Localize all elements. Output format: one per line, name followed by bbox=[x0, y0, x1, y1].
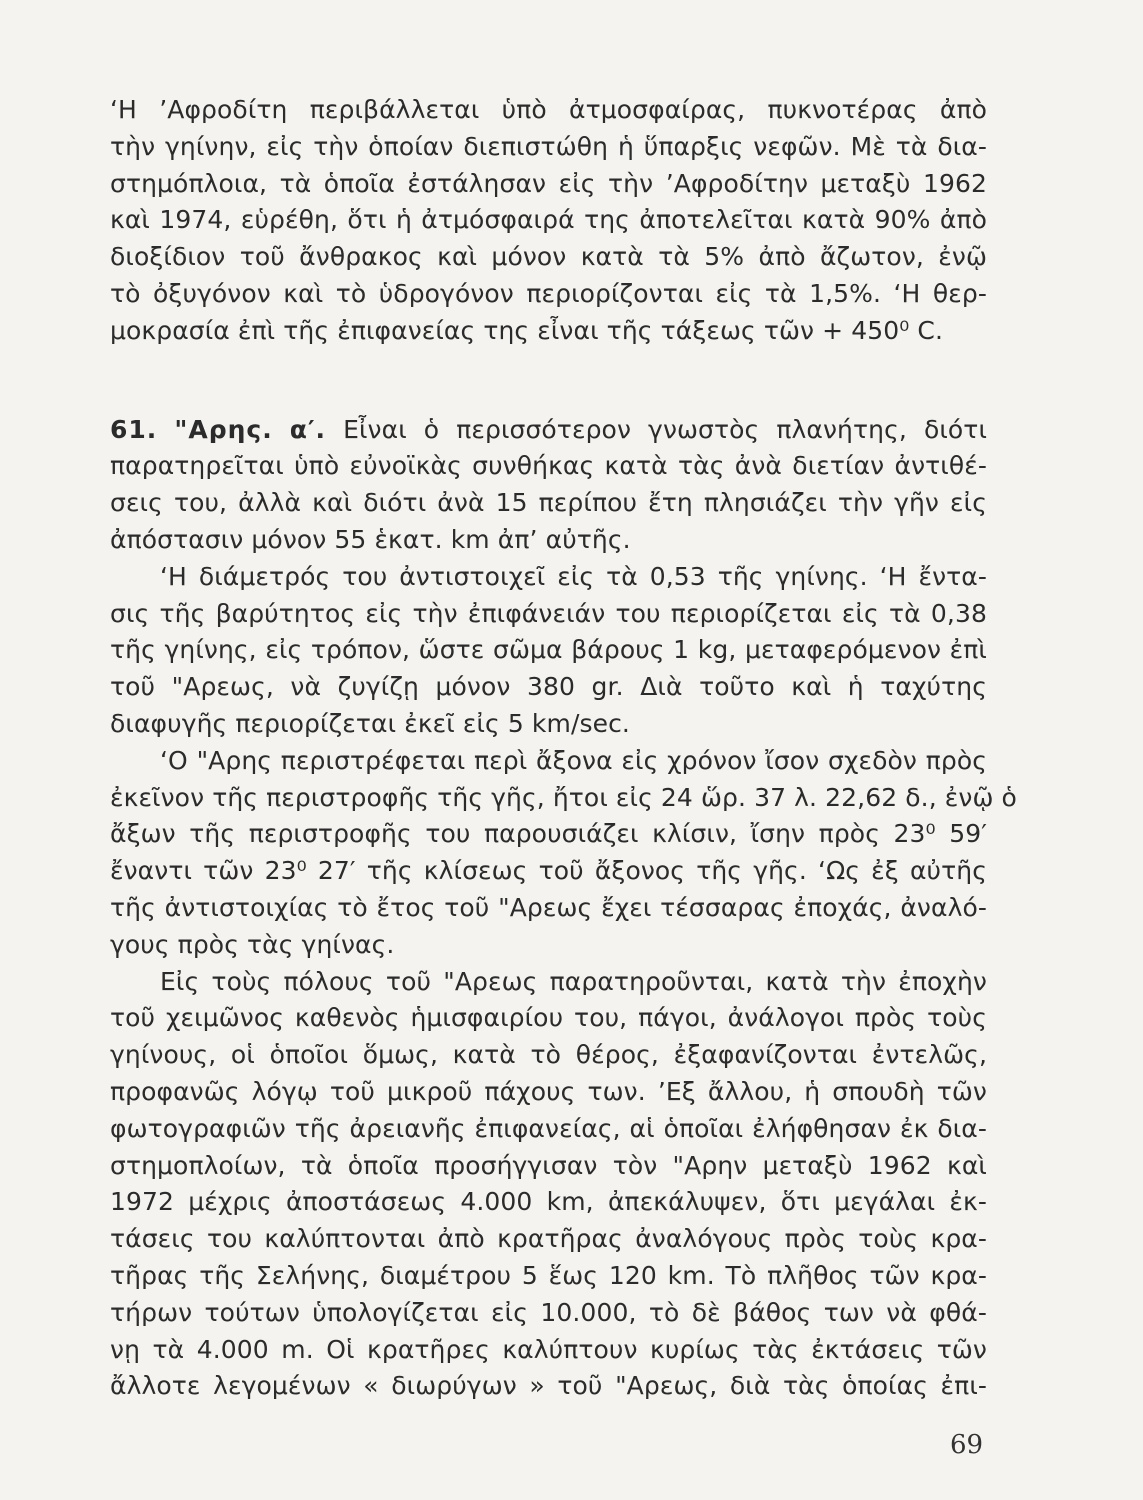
text-line: ‘Ο "Αρης περιστρέφεται περὶ ἄξονα εἰς χρόνον ἴσον σχεδὸν πρὸς bbox=[160, 745, 987, 775]
text-line: Εἰς τοὺς πόλους τοῦ "Αρεως παρατηροῦνται, κατὰ τὴν ἐποχὴν bbox=[160, 966, 987, 996]
text-line: στημόπλοια, τὰ ὁποῖα ἐστάλησαν εἰς τὴν ’Αφροδίτην μεταξὺ 1962 bbox=[110, 168, 987, 198]
text-line: σεις του, ἀλλὰ καὶ διότι ἀνὰ 15 περίπου ἔτη πλησιάζει τὴν γῆν εἰς bbox=[110, 488, 987, 518]
text-line: ἄλλοτε λεγομένων « διωρύγων » τοῦ "Αρεως, διὰ τὰς ὁποίας ἐπι- bbox=[110, 1371, 987, 1401]
page-number: 69 bbox=[950, 1430, 984, 1460]
section-gap bbox=[110, 350, 987, 412]
section-title: "Αρης. bbox=[174, 414, 273, 444]
heading-line-text: Εἶναι ὁ περισσότερον γνωστὸς πλανήτης, διότι bbox=[343, 414, 988, 444]
text-line: γους πρὸς τὰς γηίνας. bbox=[110, 929, 395, 959]
section-part: α′. bbox=[289, 414, 327, 444]
text-line: ‘Η διάμετρός του ἀντιστοιχεῖ εἰς τὰ 0,53 τῆς γηίνης. ‘Η ἔντα- bbox=[160, 561, 987, 591]
text-line: τοῦ χειμῶνος καθενὸς ἡμισφαιρίου του, πάγοι, ἀνάλογοι πρὸς τοὺς bbox=[110, 1003, 987, 1033]
text-line: τοῦ "Αρεως, νὰ ζυγίζῃ μόνον 380 gr. Διὰ τοῦτο καὶ ἡ ταχύτης bbox=[110, 672, 987, 702]
text-line: ‘Η ’Αφροδίτη περιβάλλεται ὑπὸ ἀτμοσφαίρας, πυκνοτέρας ἀπὸ bbox=[110, 95, 987, 124]
text-line: διαφυγῆς περιορίζεται ἐκεῖ εἰς 5 km/sec. bbox=[110, 708, 630, 738]
text-line: ἀπόστασιν μόνον 55 ἑκατ. km ἀπ’ αὐτῆς. bbox=[110, 524, 631, 554]
text-line: στημοπλοίων, τὰ ὁποῖα προσήγγισαν τὸν "Αρην μεταξὺ 1962 καὶ bbox=[110, 1150, 987, 1180]
text-line: τὸ ὀξυγόνον καὶ τὸ ὑδρογόνον περιορίζονται εἰς τὰ 1,5%. ‘Η θερ- bbox=[110, 278, 987, 308]
text-line: μοκρασία ἐπὶ τῆς ἐπιφανείας της εἶναι τῆς τάξεως τῶν + 450⁰ C. bbox=[110, 315, 944, 345]
section-number: 61. bbox=[110, 414, 158, 444]
text-line: τὴν γηίνην, εἰς τὴν ὁποίαν διεπιστώθη ἡ ὕπαρξις νεφῶν. Μὲ τὰ δια- bbox=[110, 131, 987, 161]
paragraph-mars-diameter bbox=[110, 559, 987, 743]
text-line: νῃ τὰ 4.000 m. Οἱ κρατῆρες καλύπτουν κυρίως τὰς ἐκτάσεις τῶν bbox=[110, 1334, 987, 1364]
text-line: 1972 μέχρις ἀποστάσεως 4.000 km, ἀπεκάλυψεν, ὅτι μεγάλαι ἐκ- bbox=[110, 1187, 987, 1217]
text-line: ἐκεῖνον τῆς περιστροφῆς τῆς γῆς, ἤτοι εἰς 24 ὥρ. 37 λ. 22,62 δ., ἐνῷ ὁ bbox=[110, 782, 1017, 812]
text-line: τῆς γηίνης, εἰς τρόπον, ὥστε σῶμα βάρους 1 kg, μεταφερόμενον ἐπὶ bbox=[110, 635, 987, 665]
text-line: γηίνους, οἱ ὁποῖοι ὅμως, κατὰ τὸ θέρος, ἐξαφανίζονται ἐντελῶς, bbox=[110, 1040, 987, 1070]
text-line: τῆρας τῆς Σελήνης, διαμέτρου 5 ἕως 120 km. Τὸ πλῆθος τῶν κρα- bbox=[110, 1260, 987, 1290]
text-line: σις τῆς βαρύτητος εἰς τὴν ἐπιφάνειάν του περιορίζεται εἰς τὰ 0,38 bbox=[110, 598, 987, 628]
paragraph-mars-poles bbox=[110, 964, 987, 1406]
text-line: φωτογραφιῶν τῆς ἀρειανῆς ἐπιφανείας, αἱ ὁποῖαι ἐλήφθησαν ἐκ δια- bbox=[110, 1113, 987, 1143]
paragraph-mars-rotation bbox=[110, 743, 1017, 964]
section-heading-line bbox=[110, 412, 987, 449]
text-line: τήρων τούτων ὑπολογίζεται εἰς 10.000, τὸ δὲ βάθος των νὰ φθά- bbox=[110, 1297, 987, 1327]
text-line: τῆς ἀντιστοιχίας τὸ ἔτος τοῦ "Αρεως ἔχει τέσσαρας ἐποχάς, ἀναλό- bbox=[110, 892, 987, 922]
section-mars bbox=[110, 412, 987, 559]
text-line: ἔναντι τῶν 23⁰ 27′ τῆς κλίσεως τοῦ ἄξονος τῆς γῆς. ‘Ως ἐξ αὐτῆς bbox=[110, 856, 987, 886]
text-line: ἄξων τῆς περιστροφῆς του παρουσιάζει κλίσιν, ἴσην πρὸς 23⁰ 59′ bbox=[110, 819, 987, 849]
paragraph-venus-atmosphere bbox=[110, 92, 987, 350]
text-line: καὶ 1974, εὑρέθη, ὅτι ἡ ἀτμόσφαιρά της ἀποτελεῖται κατὰ 90% ἀπὸ bbox=[110, 205, 987, 235]
text-line: διοξίδιον τοῦ ἄνθρακος καὶ μόνον κατὰ τὰ 5% ἀπὸ ἄζωτον, ἐνῷ bbox=[110, 242, 987, 272]
text-line: προφανῶς λόγῳ τοῦ μικροῦ πάχους των. ’Εξ ἄλλου, ἡ σπουδὴ τῶν bbox=[110, 1076, 987, 1106]
page-body bbox=[110, 92, 1017, 1405]
text-line: παρατηρεῖται ὑπὸ εὐνοϊκὰς συνθήκας κατὰ τὰς ἀνὰ διετίαν ἀντιθέ- bbox=[110, 451, 987, 481]
text-line: τάσεις του καλύπτονται ἀπὸ κρατῆρας ἀναλόγους πρὸς τοὺς κρα- bbox=[110, 1224, 987, 1254]
